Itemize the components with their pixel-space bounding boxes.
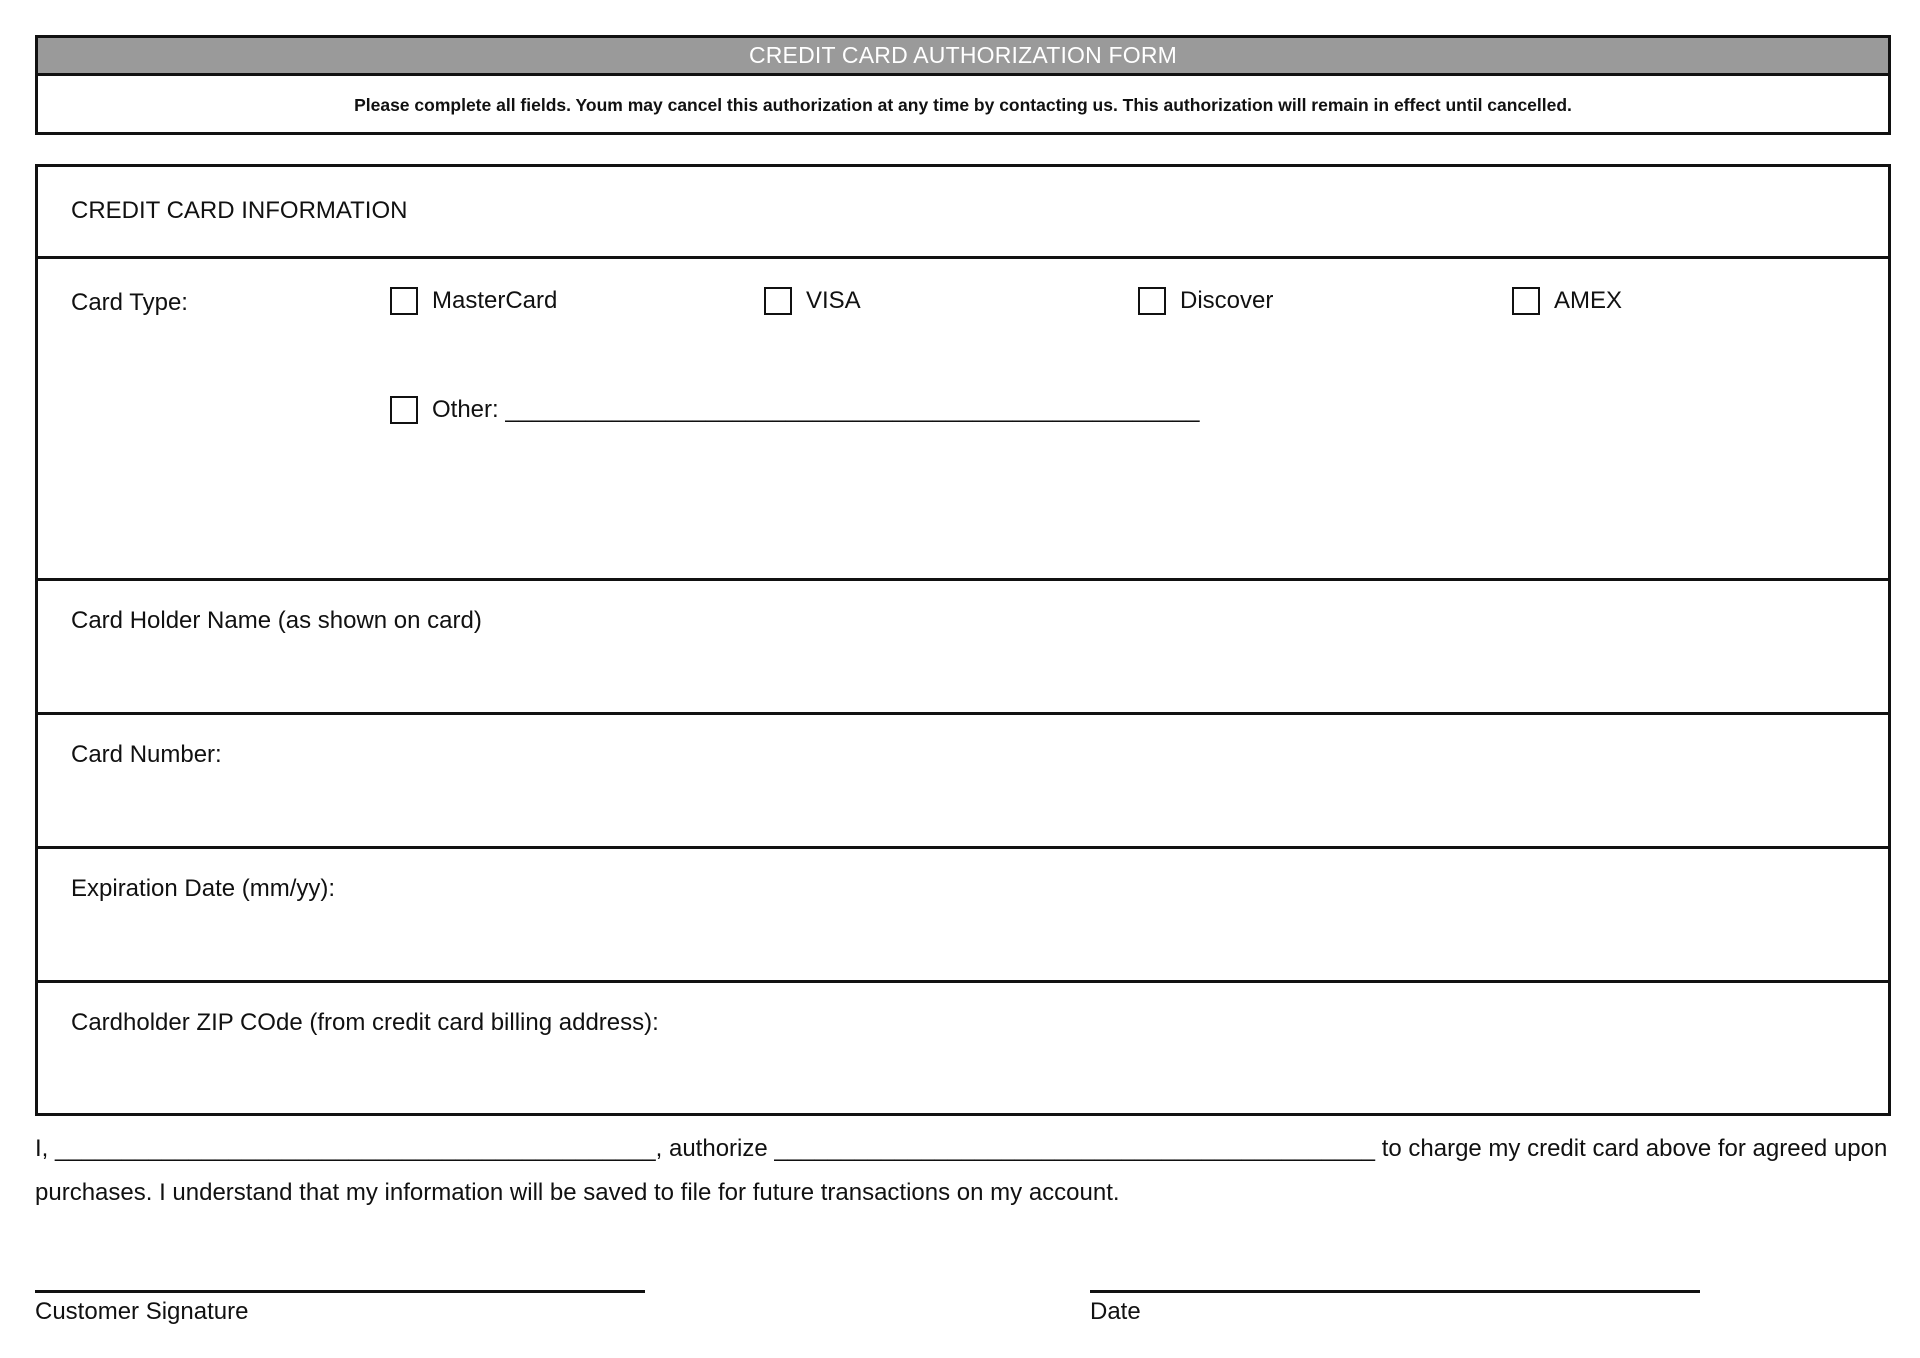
discover-option[interactable]	[1138, 287, 1273, 315]
amex-label: AMEX	[1554, 287, 1623, 314]
section-heading: CREDIT CARD INFORMATION	[71, 197, 408, 224]
customer-signature-label: Customer Signature	[35, 1298, 249, 1325]
other-checkbox[interactable]	[390, 396, 418, 424]
credit-card-info-box	[35, 164, 1891, 1116]
visa-label: VISA	[806, 287, 861, 314]
card-type-row	[38, 259, 1888, 581]
other-option[interactable]	[390, 396, 1199, 424]
form-instructions: Please complete all fields. Youm may cancel this authorization at any time by contacting us. This authorization will remain in effect until cancelled.	[354, 95, 1572, 115]
other-label[interactable]: Other: ____________________________________________________	[432, 396, 1200, 423]
customer-signature-line[interactable]	[35, 1290, 645, 1293]
discover-label: Discover	[1180, 287, 1274, 314]
credit-card-info-heading-row	[38, 167, 1888, 259]
card-holder-name-field[interactable]	[38, 581, 1888, 715]
form-title-bar	[38, 38, 1888, 76]
date-label: Date	[1090, 1298, 1141, 1325]
expiration-date-field[interactable]	[38, 849, 1888, 983]
amex-checkbox[interactable]	[1512, 287, 1540, 315]
zip-code-label: Cardholder ZIP COde (from credit card billing address):	[71, 1009, 659, 1036]
card-type-label: Card Type:	[71, 289, 188, 316]
card-number-field[interactable]	[38, 715, 1888, 849]
mastercard-option[interactable]	[390, 287, 557, 315]
card-number-label: Card Number:	[71, 741, 222, 768]
amex-option[interactable]	[1512, 287, 1622, 315]
card-holder-name-label: Card Holder Name (as shown on card)	[71, 607, 482, 634]
visa-checkbox[interactable]	[764, 287, 792, 315]
form-header	[35, 35, 1891, 135]
discover-checkbox[interactable]	[1138, 287, 1166, 315]
visa-option[interactable]	[764, 287, 861, 315]
mastercard-label: MasterCard	[432, 287, 558, 314]
form-title: CREDIT CARD AUTHORIZATION FORM	[748, 42, 1178, 68]
expiration-date-label: Expiration Date (mm/yy):	[71, 875, 336, 902]
authorization-statement[interactable]: I, _____________________________________________, authorize _____________________________________________ to charge my credit card above for agreed upon purchases. I understand that my information will be saved to file for future transactions on my account.	[35, 1135, 1888, 1206]
date-line[interactable]	[1090, 1290, 1700, 1293]
mastercard-checkbox[interactable]	[390, 287, 418, 315]
zip-code-field[interactable]	[38, 983, 1888, 1113]
